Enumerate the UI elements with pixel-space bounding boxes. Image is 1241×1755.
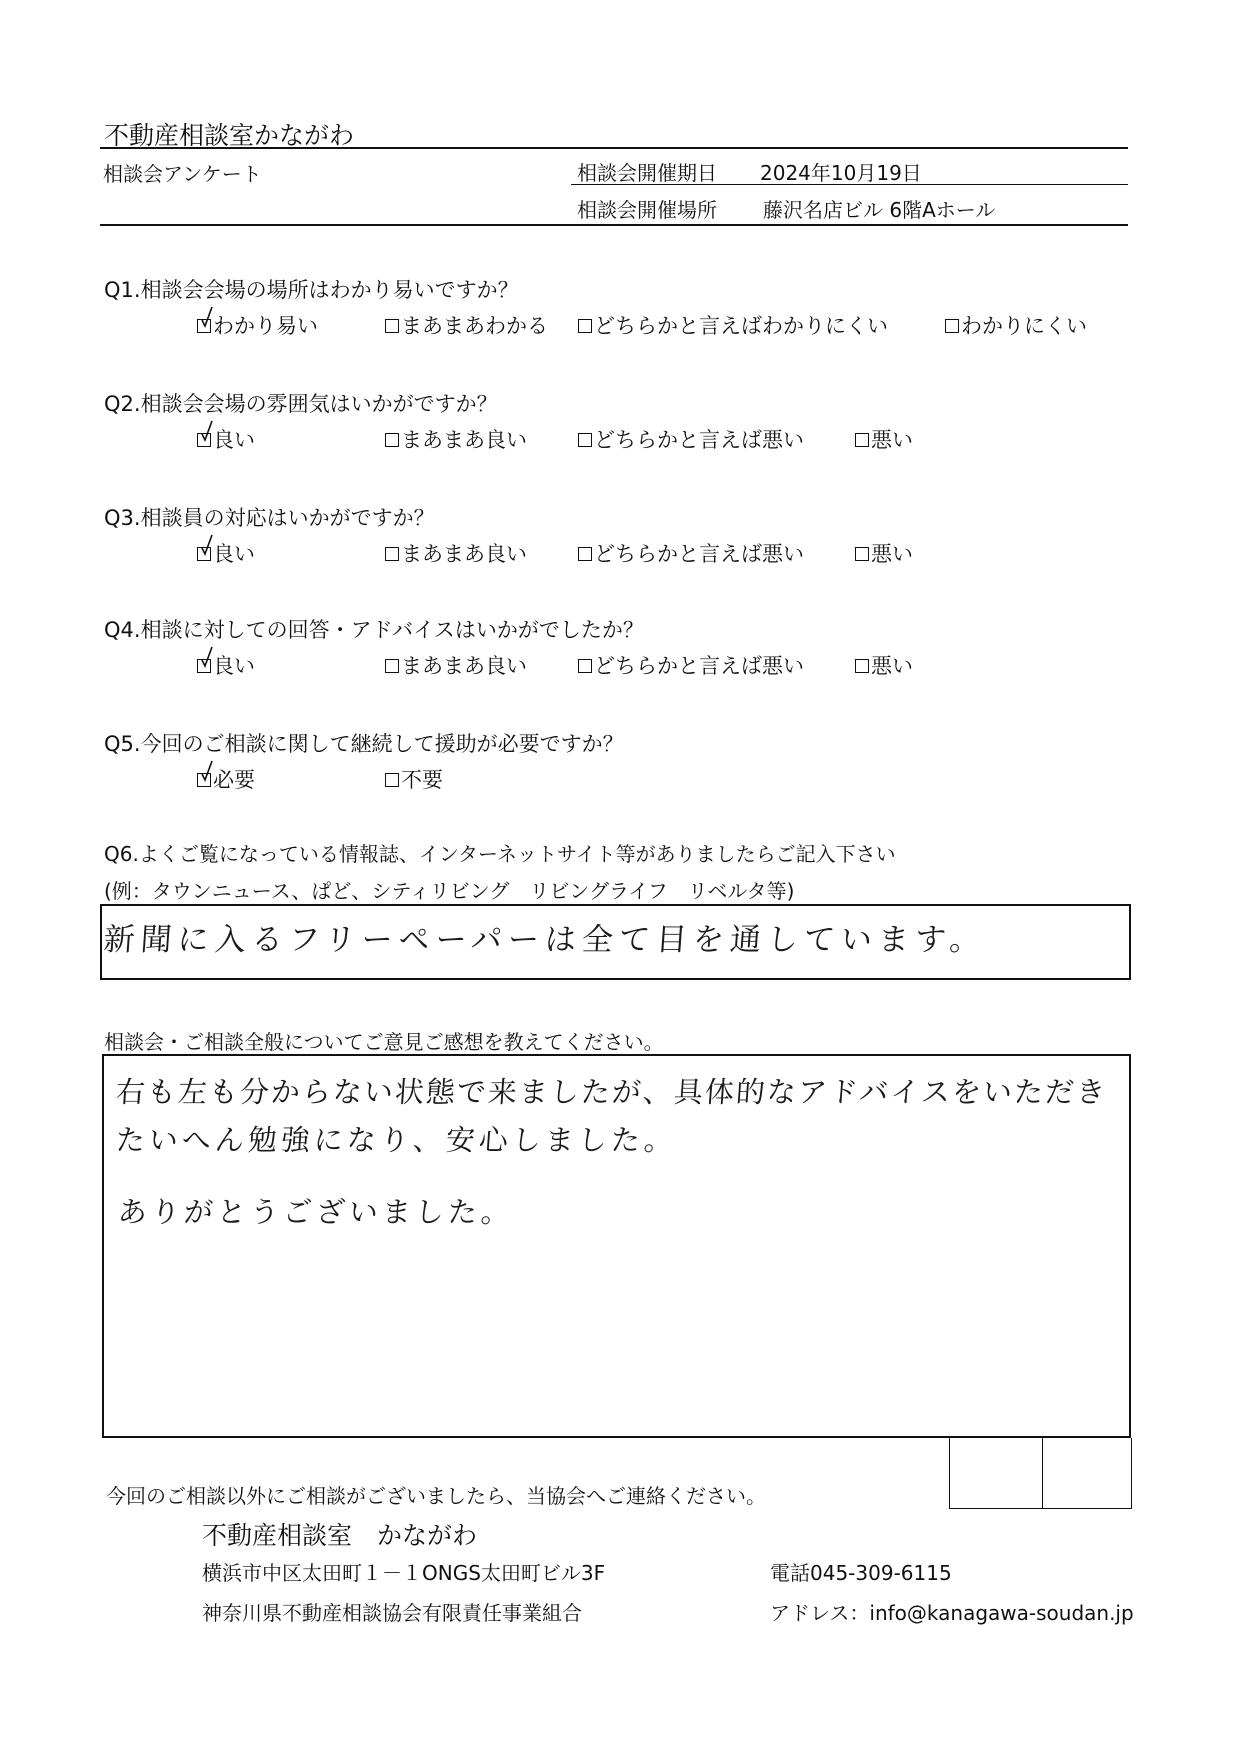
option-label: 悪い: [871, 428, 913, 452]
checked-checkbox-icon[interactable]: [197, 773, 211, 787]
checkbox-icon[interactable]: [578, 433, 592, 447]
question-2-text: Q2.相談会会場の雰囲気はいかがですか？: [104, 392, 498, 416]
option-label: わかりにくい: [961, 314, 1087, 338]
question-5-text: Q5.今回のご相談に関して継続して援助が必要ですか？: [104, 732, 624, 756]
option-label: 良い: [213, 542, 255, 566]
comment-line-1: 右も左も分からない状態で来ましたが、具体的なアドバイスをいただき: [114, 1075, 1109, 1109]
header-top-rule: [100, 147, 1128, 149]
date-value: 2024年10月19日: [760, 161, 922, 185]
checkbox-icon[interactable]: [385, 659, 399, 673]
question-5-option-1[interactable]: [197, 764, 255, 794]
checkbox-icon[interactable]: [385, 433, 399, 447]
option-label: どちらかと言えばわかりにくい: [594, 314, 888, 338]
footer-org-name: 不動産相談室 かながわ: [202, 1521, 478, 1550]
question-4-option-1[interactable]: [197, 650, 255, 680]
footer-email: アドレス：info@kanagawa-soudan.jp: [770, 1601, 1134, 1625]
checkbox-icon[interactable]: [855, 659, 869, 673]
comment-line-2: たいへん勉強になり、安心しました。: [114, 1123, 679, 1157]
option-label: 良い: [213, 428, 255, 452]
option-label: まあまあ良い: [401, 654, 527, 678]
question-5-option-2[interactable]: [385, 764, 443, 794]
question-2-option-1[interactable]: [197, 424, 255, 454]
stamp-box-divider-mid: [1042, 1438, 1043, 1509]
option-label: まあまあわかる: [401, 314, 548, 338]
q6-example: (例：タウンニュース、ぱど、シティリビング リビングライフ リベルタ等): [104, 879, 795, 903]
question-4-option-4[interactable]: [855, 650, 913, 680]
question-1-option-4[interactable]: [945, 310, 1087, 340]
q6-answer-handwriting: 新聞に入るフリーペーパーは全て目を通しています。: [102, 922, 988, 958]
stamp-box-divider-right: [1131, 1438, 1132, 1509]
option-label: 良い: [213, 654, 255, 678]
option-label: まあまあ良い: [401, 542, 527, 566]
checkbox-icon[interactable]: [385, 773, 399, 787]
option-label: 悪い: [871, 542, 913, 566]
question-4-text: Q4.相談に対しての回答・アドバイスはいかがでしたか？: [104, 618, 644, 642]
comment-line-3: ありがとうございました。: [116, 1195, 516, 1229]
checked-checkbox-icon[interactable]: [197, 659, 211, 673]
checkbox-icon[interactable]: [855, 433, 869, 447]
option-label: まあまあ良い: [401, 428, 527, 452]
header-date-rule: [571, 184, 1128, 185]
header-bottom-rule: [100, 224, 1128, 226]
question-3-option-1[interactable]: [197, 538, 255, 568]
contact-note: 今回のご相談以外にご相談がございましたら、当協会へご連絡ください。: [106, 1484, 766, 1508]
question-1-option-1[interactable]: [197, 310, 318, 340]
option-label: 悪い: [871, 654, 913, 678]
footer-phone: 電話045-309-6115: [770, 1561, 952, 1585]
question-3-option-2[interactable]: [385, 538, 527, 568]
question-2-option-4[interactable]: [855, 424, 913, 454]
checkbox-icon[interactable]: [578, 319, 592, 333]
footer-address: 横浜市中区太田町１－１ONGS太田町ビル3F: [202, 1561, 606, 1585]
comments-prompt: 相談会・ご相談全般についてご意見ご感想を教えてください。: [104, 1030, 664, 1054]
question-3-option-4[interactable]: [855, 538, 913, 568]
venue-value: 藤沢名店ビル 6階Aホール: [763, 198, 996, 222]
stamp-box-bottom: [949, 1508, 1132, 1509]
footer-association: 神奈川県不動産相談協会有限責任事業組合: [202, 1601, 582, 1625]
option-label: わかり易い: [213, 314, 318, 338]
venue-label: 相談会開催場所: [577, 198, 717, 222]
date-label: 相談会開催期日: [577, 161, 717, 185]
option-label: どちらかと言えば悪い: [594, 542, 804, 566]
checked-checkbox-icon[interactable]: [197, 547, 211, 561]
question-4-option-3[interactable]: [578, 650, 804, 680]
checkbox-icon[interactable]: [578, 547, 592, 561]
option-label: 必要: [213, 768, 255, 792]
comments-box[interactable]: [102, 1054, 1131, 1438]
checked-checkbox-icon[interactable]: [197, 433, 211, 447]
check-mark-icon: [201, 420, 213, 442]
question-1-option-2[interactable]: [385, 310, 548, 340]
checkbox-icon[interactable]: [385, 547, 399, 561]
question-2-option-3[interactable]: [578, 424, 804, 454]
checked-checkbox-icon[interactable]: [197, 319, 211, 333]
question-1-option-3[interactable]: [578, 310, 888, 340]
checkbox-icon[interactable]: [578, 659, 592, 673]
org-title: 不動産相談室かながわ: [104, 121, 355, 150]
question-4-option-2[interactable]: [385, 650, 527, 680]
stamp-box-divider-left: [949, 1438, 950, 1509]
question-3-option-3[interactable]: [578, 538, 804, 568]
check-mark-icon: [201, 646, 213, 668]
q6-text: Q6.よくご覧になっている情報誌、インターネットサイト等がありましたらご記入下さい: [104, 842, 896, 866]
option-label: 不要: [401, 768, 443, 792]
survey-label: 相談会アンケート: [103, 162, 262, 186]
checkbox-icon[interactable]: [385, 319, 399, 333]
question-1-text: Q1.相談会会場の場所はわかり易いですか？: [104, 278, 519, 302]
question-3-text: Q3.相談員の対応はいかがですか？: [104, 506, 435, 530]
option-label: どちらかと言えば悪い: [594, 654, 804, 678]
checkbox-icon[interactable]: [855, 547, 869, 561]
checkbox-icon[interactable]: [945, 319, 959, 333]
check-mark-icon: [201, 306, 213, 328]
question-2-option-2[interactable]: [385, 424, 527, 454]
option-label: どちらかと言えば悪い: [594, 428, 804, 452]
check-mark-icon: [201, 760, 213, 782]
check-mark-icon: [201, 534, 213, 556]
